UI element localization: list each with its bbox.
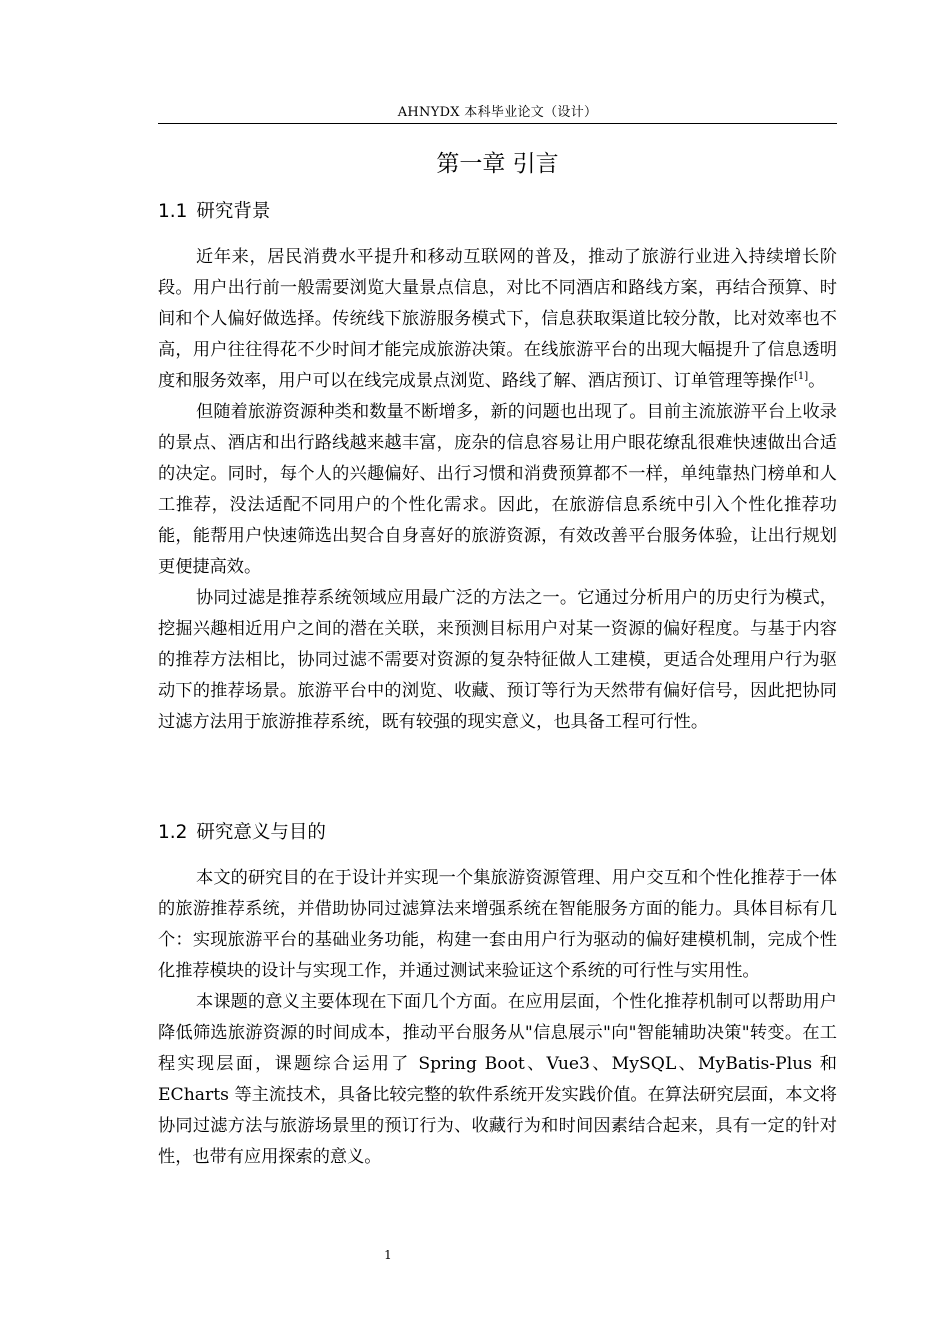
paragraph bbox=[158, 242, 837, 397]
section-heading-research-background bbox=[158, 199, 270, 225]
citation-marker[interactable]: [1] bbox=[793, 371, 809, 382]
paragraph: 本课题的意义主要体现在下面几个方面。在应用层面，个性化推荐机制可以帮助用户降低筛选旅游资源的时间成本，推动平台服务从"信息展示"向"智能辅助决策"转变。在工程实现层面，课题综合运用了 Spring Boot、Vue3、MySQL、MyBatis-Plus 和 ECharts 等主流技术，具备比较完整的软件系统开发实践价值。在算法研究层面，本文将协同过滤方法与旅游场景里的预订行为、收藏行为和时间因素结合起来，具有一定的针对性，也带有应用探索的意义。 bbox=[158, 992, 837, 1167]
running-header: AHNYDX 本科毕业论文（设计） bbox=[397, 105, 598, 120]
section-body-research-background bbox=[158, 242, 837, 738]
paragraph: 协同过滤是推荐系统领域应用最广泛的方法之一。它通过分析用户的历史行为模式，挖掘兴趣相近用户之间的潜在关联，来预测目标用户对某一资源的偏好程度。与基于内容的推荐方法相比，协同过滤不需要对资源的复杂特征做人工建模，更适合处理用户行为驱动下的推荐场景。旅游平台中的浏览、收藏、预订等行为天然带有偏好信号，因此把协同过滤方法用于旅游推荐系统，既有较强的现实意义，也具备工程可行性。 bbox=[158, 588, 837, 732]
paragraph-tail: 。 bbox=[808, 371, 826, 391]
paragraph-text: 近年来，居民消费水平提升和移动互联网的普及，推动了旅游行业进入持续增长阶段。用户出行前一般需要浏览大量景点信息，对比不同酒店和路线方案，再结合预算、时间和个人偏好做选择。传统线下旅游服务模式下，信息获取渠道比较分散，比对效率也不高，用户往往得花不少时间才能完成旅游决策。在线旅游平台的出现大幅提升了信息透明度和服务效率，用户可以在线完成景点浏览、路线了解、酒店预订、订单管理等操作 bbox=[158, 247, 837, 391]
page-number: 1 bbox=[384, 1248, 392, 1262]
header-rule bbox=[158, 123, 837, 124]
section-body-significance-and-purpose bbox=[158, 863, 837, 1173]
section-number: 1.1 bbox=[158, 201, 188, 222]
chapter-title: 第一章 引言 bbox=[436, 151, 559, 177]
section-heading-significance-and-purpose bbox=[158, 820, 326, 846]
section-title-text: 研究背景 bbox=[196, 201, 271, 222]
paragraph: 本文的研究目的在于设计并实现一个集旅游资源管理、用户交互和个性化推荐于一体的旅游推荐系统，并借助协同过滤算法来增强系统在智能服务方面的能力。具体目标有几个：实现旅游平台的基础业务功能，构建一套由用户行为驱动的偏好建模机制，完成个性化推荐模块的设计与实现工作，并通过测试来验证这个系统的可行性与实用性。 bbox=[158, 868, 837, 981]
section-number: 1.2 bbox=[158, 822, 188, 843]
section-title-text: 研究意义与目的 bbox=[196, 822, 326, 843]
paragraph: 但随着旅游资源种类和数量不断增多，新的问题也出现了。目前主流旅游平台上收录的景点、酒店和出行路线越来越丰富，庞杂的信息容易让用户眼花缭乱很难快速做出合适的决定。同时，每个人的兴趣偏好、出行习惯和消费预算都不一样，单纯靠热门榜单和人工推荐，没法适配不同用户的个性化需求。因此，在旅游信息系统中引入个性化推荐功能，能帮用户快速筛选出契合自身喜好的旅游资源，有效改善平台服务体验，让出行规划更便捷高效。 bbox=[158, 402, 837, 577]
